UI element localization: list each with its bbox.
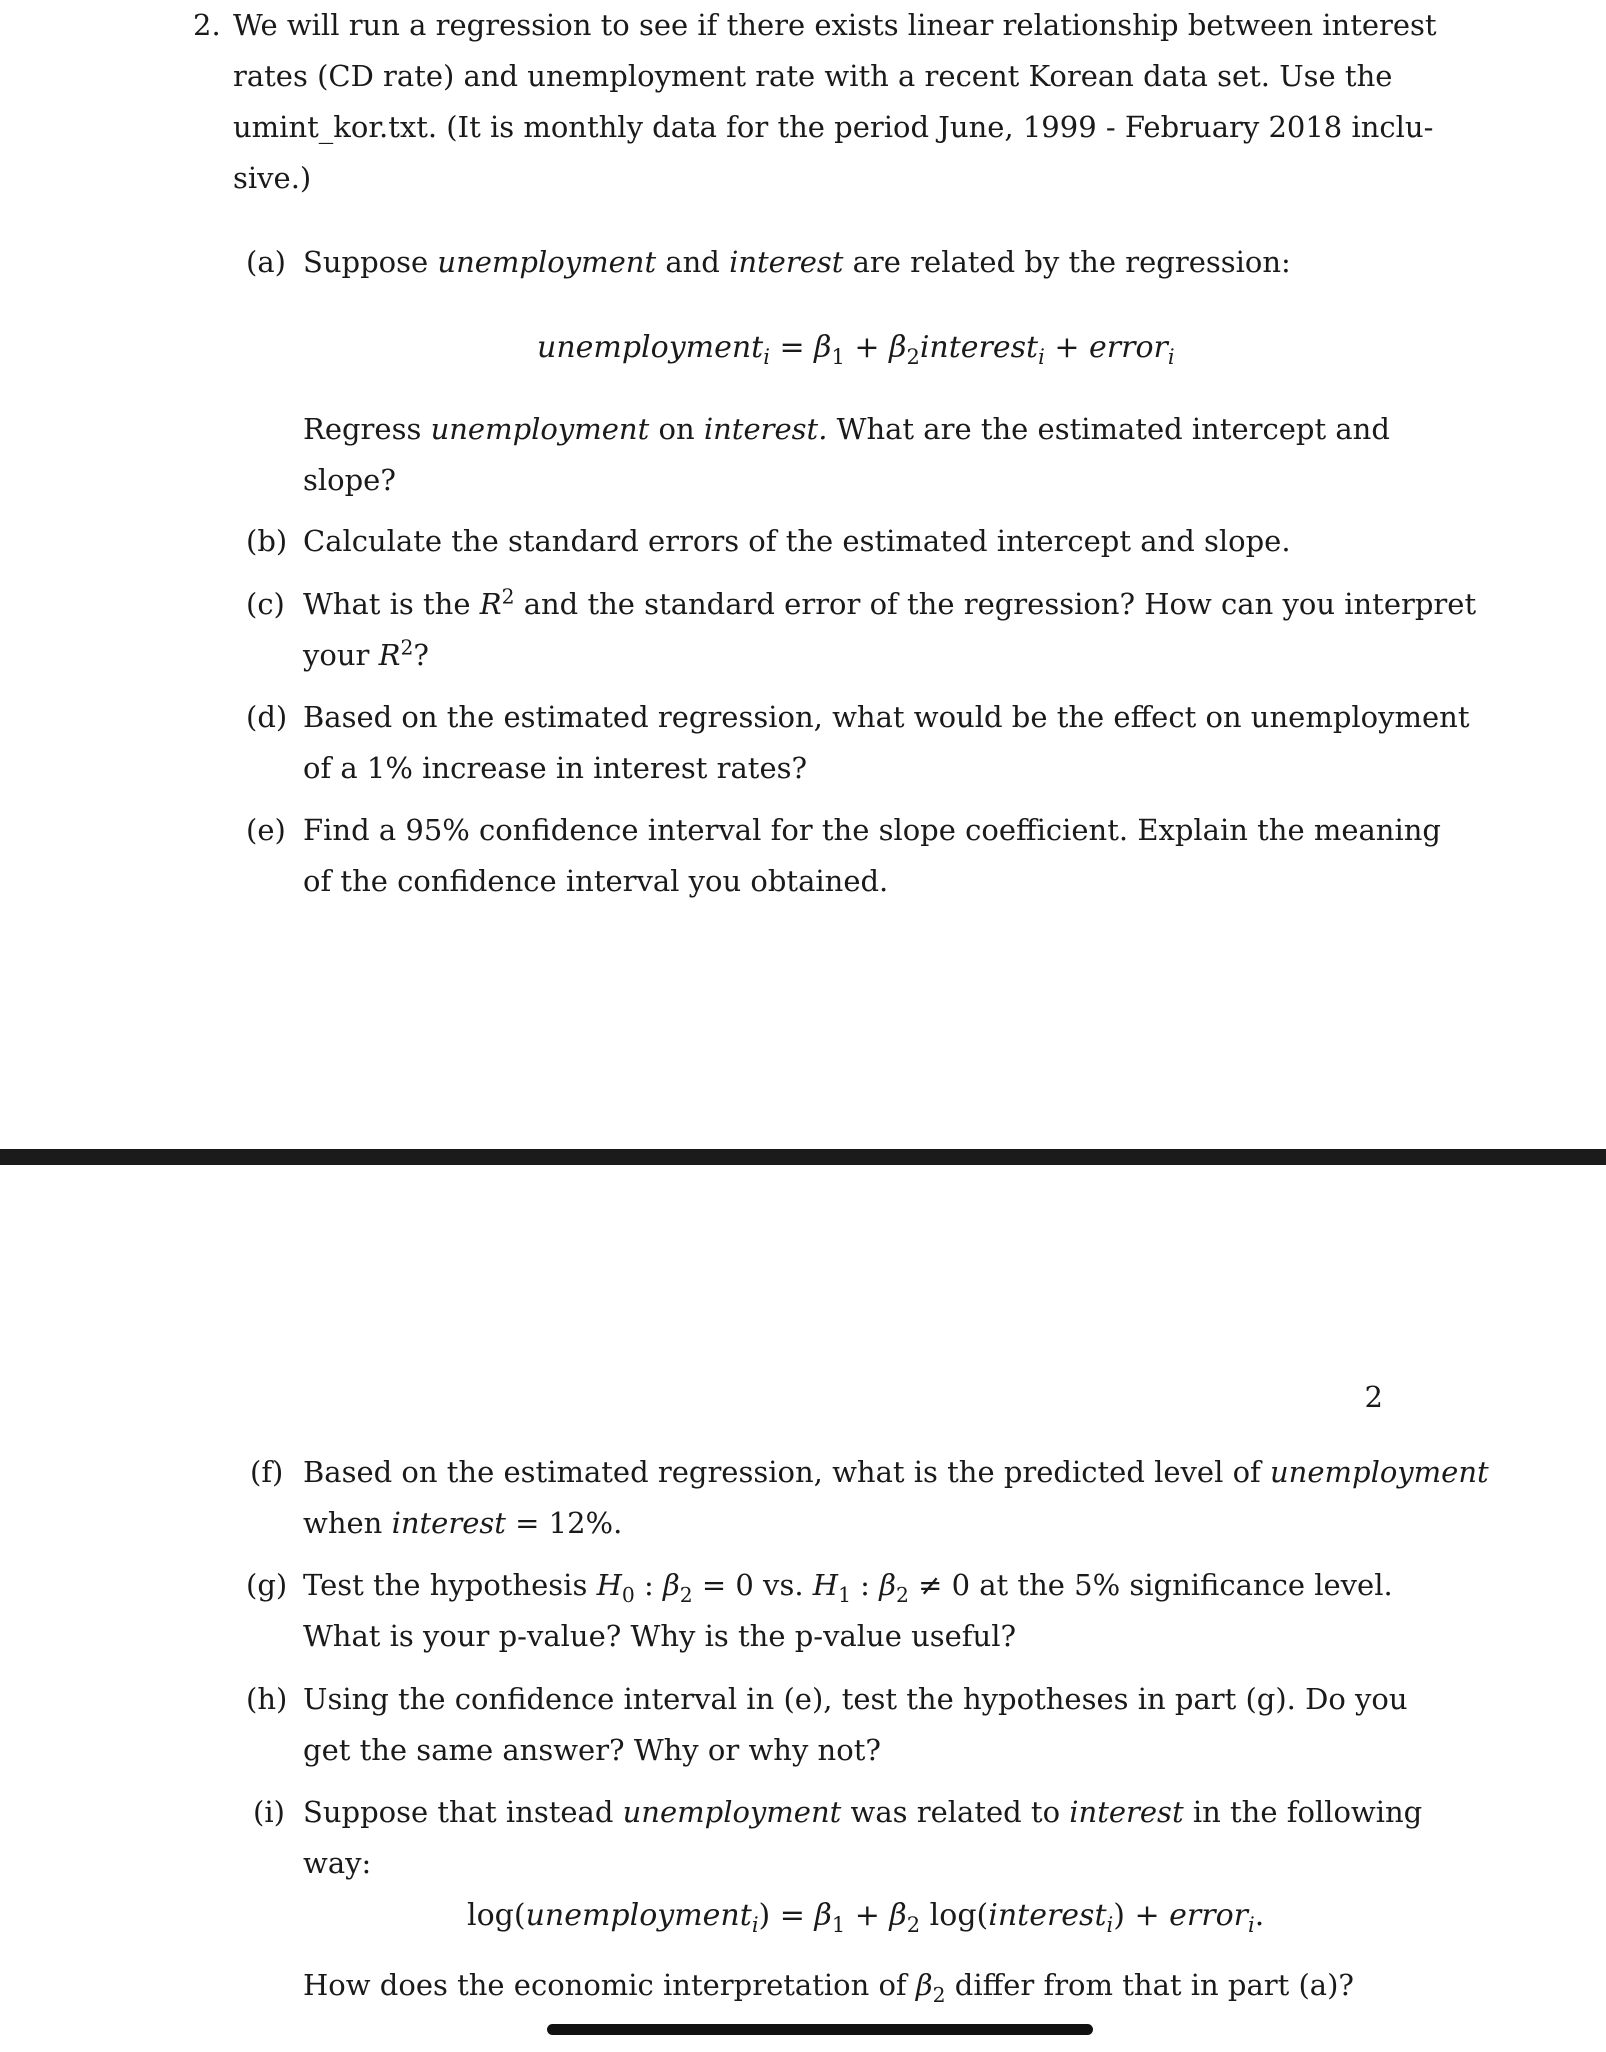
page-divider xyxy=(0,1149,1606,1165)
part-h-line-1: Using the confidence interval in (e), test the hypotheses in part (g). Do you xyxy=(303,1682,1408,1716)
part-d-label: (d) xyxy=(246,700,288,734)
regression-equation: unemployment$_i$ = $\beta_1$ + $\beta_2interest_i$ + error$_i$ xyxy=(537,330,1175,369)
part-b-text: Calculate the standard errors of the estimated intercept and slope. xyxy=(303,524,1291,558)
part-a-question-2: slope? xyxy=(303,463,396,497)
part-i-line-2: way: xyxy=(303,1846,372,1880)
part-a-question-1: Regress unemployment on interest. What are the estimated intercept and xyxy=(303,412,1390,446)
part-h-label: (h) xyxy=(246,1682,288,1716)
problem-number: 2. xyxy=(193,8,221,42)
part-h-line-2: get the same answer? Why or why not? xyxy=(303,1733,881,1767)
part-f-line-2: when interest = 12%. xyxy=(303,1506,623,1540)
part-a-intro: Suppose unemployment and interest are related by the regression: xyxy=(303,245,1291,279)
part-f-line-1: Based on the estimated regression, what is the predicted level of unemployment xyxy=(303,1455,1489,1489)
part-g-label: (g) xyxy=(246,1568,288,1602)
part-d-line-2: of a 1% increase in interest rates? xyxy=(303,751,808,785)
intro-line-4: sive.) xyxy=(233,161,312,195)
part-d-line-1: Based on the estimated regression, what would be the effect on unemployment xyxy=(303,700,1470,734)
part-g-line-1: Test the hypothesis $H_0$ : $\beta_2 = 0$ vs. $H_1$ : $\beta_2 \ne 0$ at the 5% significance level. xyxy=(303,1568,1393,1607)
part-i-line-1: Suppose that instead unemployment was related to interest in the following xyxy=(303,1795,1423,1829)
part-c-label: (c) xyxy=(246,587,285,621)
home-indicator[interactable] xyxy=(547,2024,1093,2035)
part-a-label: (a) xyxy=(246,245,286,279)
page-number: 2 xyxy=(1364,1380,1383,1414)
intro-line-3: umint_kor.txt. (It is monthly data for the period June, 1999 - February 2018 inclu- xyxy=(233,110,1434,144)
part-e-line-2: of the confidence interval you obtained. xyxy=(303,864,889,898)
part-c-line-1: What is the $R^2$ and the standard error of the regression? How can you interpret xyxy=(303,584,1477,621)
intro-line-2: rates (CD rate) and unemployment rate with a recent Korean data set. Use the xyxy=(233,59,1393,93)
intro-line-1: We will run a regression to see if there exists linear relationship between interest xyxy=(233,8,1437,42)
part-f-label: (f) xyxy=(250,1455,284,1489)
part-e-label: (e) xyxy=(246,813,286,847)
part-c-line-2: your $R^2$? xyxy=(303,635,429,672)
part-g-line-2: What is your p-value? Why is the p-value useful? xyxy=(303,1619,1017,1653)
part-b-label: (b) xyxy=(246,524,288,558)
part-e-line-1: Find a 95% confidence interval for the slope coefficient. Explain the meaning xyxy=(303,813,1441,847)
part-i-label: (i) xyxy=(253,1795,285,1829)
part-i-final-question: How does the economic interpretation of $\beta_2$ differ from that in part (a)? xyxy=(303,1968,1354,2007)
log-regression-equation: log(unemployment$_i$) = $\beta_1 + \beta_2$ log(interest$_i$) + error$_i$. xyxy=(467,1898,1265,1937)
